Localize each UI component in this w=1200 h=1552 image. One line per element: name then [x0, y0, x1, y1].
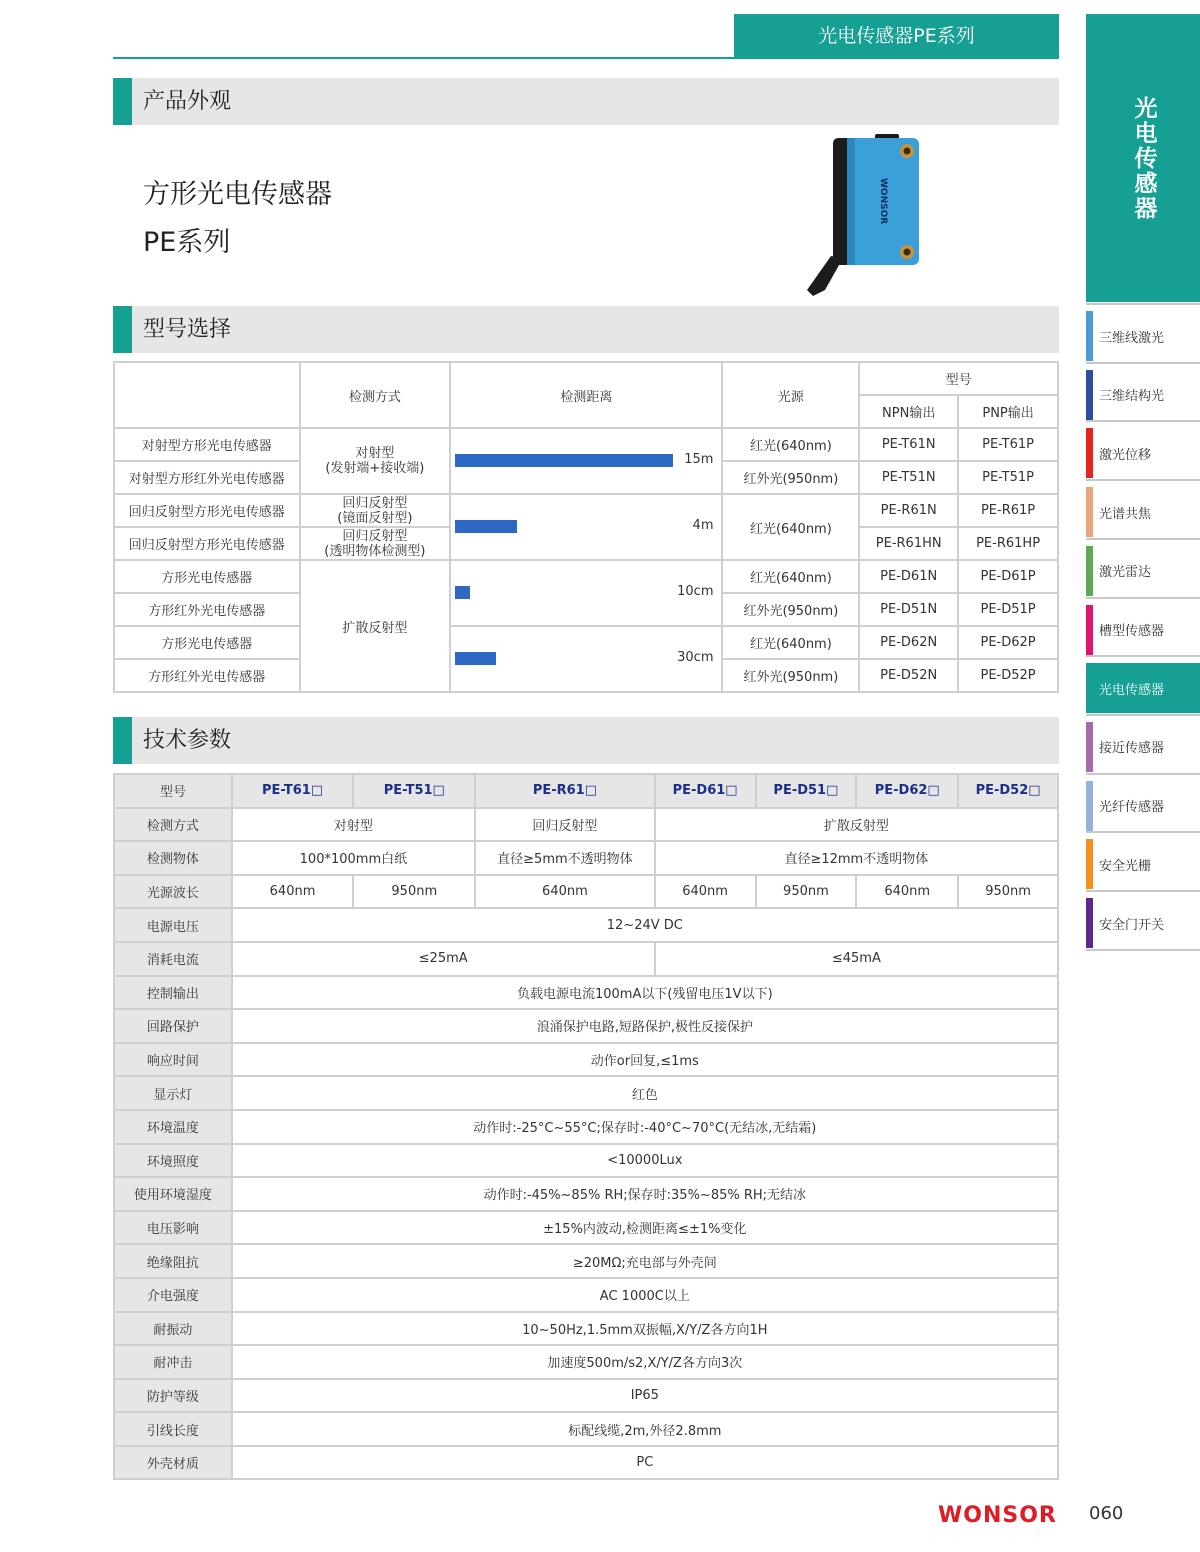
sidebar-item-5[interactable]	[1086, 605, 1200, 655]
sensor-name: 方形光电传感器	[114, 626, 300, 659]
sidebar-color-marker	[1086, 898, 1093, 948]
table-row	[114, 1379, 1058, 1413]
sidebar-color-marker	[1086, 311, 1093, 361]
light-source: 红外光(950nm)	[722, 593, 859, 626]
distance-bar	[455, 454, 673, 467]
distance-bar	[455, 520, 517, 533]
method-cell	[300, 428, 451, 494]
brand-logo: WONSOR	[938, 1503, 1057, 1528]
sensor-name: 方形光电传感器	[114, 560, 300, 593]
spec-value: ≥20MΩ;充电部与外壳间	[232, 1244, 1058, 1278]
section-marker	[113, 717, 132, 764]
spec-value: 对射型	[232, 808, 476, 842]
npn-model: PE-D52N	[859, 659, 958, 692]
npn-model: PE-D51N	[859, 593, 958, 626]
table-row	[114, 875, 1058, 909]
spec-label: 检测方式	[114, 808, 232, 842]
spec-value: ≤45mA	[655, 942, 1058, 976]
spec-label: 耐冲击	[114, 1345, 232, 1379]
distance-cell	[450, 428, 722, 494]
sidebar-divider	[1086, 538, 1200, 540]
sidebar-item-label: 接近传感器	[1099, 741, 1165, 757]
spec-label: 绝缘阻抗	[114, 1244, 232, 1278]
pnp-model: PE-D62P	[958, 626, 1058, 659]
spec-label: 控制输出	[114, 976, 232, 1010]
spec-label: 显示灯	[114, 1076, 232, 1110]
method-cell	[300, 494, 451, 527]
method-line: (镜面反射型)	[337, 510, 413, 526]
light-source: 红光(640nm)	[722, 494, 859, 560]
model-header: PE-T61□	[232, 774, 354, 808]
sidebar-divider	[1086, 362, 1200, 364]
sensor-name: 方形红外光电传感器	[114, 593, 300, 626]
spec-label: 检测物体	[114, 841, 232, 875]
series-banner: 光电传感器PE系列	[734, 14, 1059, 59]
spec-value: AC 1000C以上	[232, 1278, 1058, 1312]
table-row	[114, 626, 1058, 659]
sidebar-item-6[interactable]	[1086, 663, 1200, 713]
sidebar-color-marker	[1086, 605, 1093, 655]
distance-cell	[450, 626, 722, 692]
spec-value: 640nm	[475, 875, 655, 909]
header-distance: 检测距离	[450, 362, 722, 428]
sidebar-item-3[interactable]	[1086, 487, 1200, 537]
model-header: PE-D61□	[655, 774, 756, 808]
spec-value: PC	[232, 1446, 1058, 1480]
sidebar-category-title: 光电传感器	[1086, 14, 1200, 302]
model-header: PE-D51□	[756, 774, 857, 808]
table-row	[114, 1446, 1058, 1480]
npn-model: PE-D61N	[859, 560, 958, 593]
pnp-model: PE-R61P	[958, 494, 1058, 527]
spec-label: 外壳材质	[114, 1446, 232, 1480]
table-row	[114, 774, 1058, 808]
spec-value: 950nm	[756, 875, 857, 909]
tech-spec-table	[113, 773, 1059, 1480]
svg-text:WONSOR: WONSOR	[878, 178, 888, 225]
header-rule	[113, 57, 735, 59]
section-title: 产品外观	[143, 89, 232, 114]
sidebar-item-2[interactable]	[1086, 428, 1200, 478]
spec-label: 环境温度	[114, 1110, 232, 1144]
light-source: 红外光(950nm)	[722, 461, 859, 494]
table-row	[114, 908, 1058, 942]
table-row	[114, 808, 1058, 842]
spec-label: 光源波长	[114, 875, 232, 909]
sidebar-item-label: 槽型传感器	[1099, 624, 1165, 639]
distance-cell	[450, 560, 722, 626]
spec-value: 回归反射型	[475, 808, 655, 842]
spec-label: 使用环境湿度	[114, 1177, 232, 1211]
sensor-name: 方形红外光电传感器	[114, 659, 300, 692]
sidebar-divider	[1086, 303, 1200, 305]
method-cell: 扩散反射型	[300, 560, 451, 692]
product-title: 方形光电传感器	[143, 179, 332, 210]
spec-value: 红色	[232, 1076, 1058, 1110]
sensor-product-image	[803, 130, 928, 300]
sidebar-item-7[interactable]	[1086, 722, 1200, 772]
spec-label: 型号	[114, 774, 232, 808]
sidebar-item-label: 安全门开关	[1099, 917, 1165, 933]
method-line: 回归反射型	[342, 528, 408, 544]
sidebar-item-label: 安全光栅	[1099, 858, 1152, 874]
method-line: (透明物体检测型)	[324, 543, 426, 559]
sidebar-item-4[interactable]	[1086, 546, 1200, 596]
header-method: 检测方式	[300, 362, 451, 428]
npn-model: PE-R61HN	[859, 527, 958, 560]
table-row	[114, 976, 1058, 1010]
sidebar-item-10[interactable]	[1086, 898, 1200, 948]
spec-value: 负载电源电流100mA以下(残留电压1V以下)	[232, 976, 1058, 1010]
table-row	[114, 942, 1058, 976]
model-header: PE-T51□	[353, 774, 475, 808]
spec-label: 防护等级	[114, 1379, 232, 1413]
table-row	[114, 1144, 1058, 1178]
sidebar-divider	[1086, 420, 1200, 422]
spec-value: 950nm	[353, 875, 475, 909]
table-row	[114, 494, 1058, 527]
spec-value: 直径≥5mm不透明物体	[475, 841, 655, 875]
table-row	[114, 1043, 1058, 1077]
sidebar-divider	[1086, 714, 1200, 716]
sidebar-item-1[interactable]	[1086, 370, 1200, 420]
spec-value: 动作时:-45%~85% RH;保存时:35%~85% RH;无结冰	[232, 1177, 1058, 1211]
sidebar-color-marker	[1086, 370, 1093, 420]
method-line: 回归反射型	[342, 495, 408, 511]
table-row	[114, 1244, 1058, 1278]
sidebar-item-label: 三维线激光	[1099, 330, 1165, 346]
sidebar-item-0[interactable]	[1086, 311, 1200, 361]
sidebar-item-label: 三维结构光	[1099, 389, 1165, 405]
light-source: 红光(640nm)	[722, 626, 859, 659]
header-model: 型号	[859, 362, 1058, 395]
spec-value: IP65	[232, 1379, 1058, 1413]
section-header-appearance	[113, 78, 1059, 125]
spec-value: 标配线缆,2m,外径2.8mm	[232, 1412, 1058, 1446]
sidebar-color-marker	[1086, 487, 1093, 537]
model-header: PE-R61□	[475, 774, 655, 808]
distance-label: 15m	[684, 452, 714, 467]
spec-label: 耐振动	[114, 1312, 232, 1346]
spec-value: 动作or回复,≤1ms	[232, 1043, 1058, 1077]
spec-value: <10000Lux	[232, 1144, 1058, 1178]
page-number: 060	[1089, 1503, 1124, 1524]
header-light: 光源	[722, 362, 859, 428]
spec-value: 640nm	[856, 875, 958, 909]
method-cell	[300, 527, 451, 560]
header-npn: NPN输出	[859, 395, 958, 428]
distance-label: 30cm	[677, 650, 714, 665]
pnp-model: PE-D51P	[958, 593, 1058, 626]
table-row	[114, 1312, 1058, 1346]
table-row	[114, 428, 1058, 461]
sidebar-color-marker	[1086, 428, 1093, 478]
sidebar-item-label: 激光位移	[1099, 447, 1152, 463]
pnp-model: PE-D52P	[958, 659, 1058, 692]
distance-bar	[455, 652, 496, 665]
sidebar-item-label: 激光雷达	[1099, 565, 1152, 581]
sensor-name: 回归反射型方形光电传感器	[114, 494, 300, 527]
sensor-name: 回归反射型方形光电传感器	[114, 527, 300, 560]
sidebar-item-label: 光纤传感器	[1099, 800, 1165, 816]
sidebar-color-marker	[1086, 722, 1093, 772]
spec-value: 浪涌保护电路,短路保护,极性反接保护	[232, 1009, 1058, 1043]
spec-label: 电压影响	[114, 1211, 232, 1245]
product-series: PE系列	[143, 227, 231, 258]
sidebar-divider	[1086, 479, 1200, 481]
sidebar-divider	[1086, 831, 1200, 833]
table-row	[114, 841, 1058, 875]
header-blank	[114, 362, 300, 428]
table-row	[114, 1110, 1058, 1144]
sidebar-color-marker	[1086, 546, 1093, 596]
spec-value: ≤25mA	[232, 942, 655, 976]
spec-value: 640nm	[655, 875, 756, 909]
table-row	[114, 1177, 1058, 1211]
table-row	[114, 1345, 1058, 1379]
section-header-selection	[113, 306, 1059, 353]
section-header-specs	[113, 717, 1059, 764]
sidebar-color-marker	[1086, 781, 1093, 831]
model-header: PE-D62□	[856, 774, 958, 808]
model-selection-table	[113, 361, 1059, 693]
method-line: 对射型	[355, 446, 395, 461]
method-line: (发射端+接收端)	[325, 461, 425, 476]
pnp-model: PE-T61P	[958, 428, 1058, 461]
npn-model: PE-T61N	[859, 428, 958, 461]
npn-model: PE-D62N	[859, 626, 958, 659]
spec-value: 扩散反射型	[655, 808, 1058, 842]
spec-value: 100*100mm白纸	[232, 841, 476, 875]
light-source: 红外光(950nm)	[722, 659, 859, 692]
spec-label: 介电强度	[114, 1278, 232, 1312]
distance-cell	[450, 494, 722, 560]
spec-label: 回路保护	[114, 1009, 232, 1043]
light-source: 红光(640nm)	[722, 560, 859, 593]
sidebar-item-9[interactable]	[1086, 839, 1200, 889]
spec-value: 640nm	[232, 875, 354, 909]
table-row	[114, 560, 1058, 593]
table-row	[114, 1076, 1058, 1110]
sidebar-divider	[1086, 655, 1200, 657]
spec-value: 加速度500m/s2,X/Y/Z各方向3次	[232, 1345, 1058, 1379]
model-header: PE-D52□	[958, 774, 1058, 808]
sidebar-divider	[1086, 597, 1200, 599]
table-row	[114, 1211, 1058, 1245]
sidebar-item-8[interactable]	[1086, 781, 1200, 831]
pnp-model: PE-T51P	[958, 461, 1058, 494]
sidebar-divider	[1086, 890, 1200, 892]
sidebar-item-label: 光电传感器	[1099, 682, 1165, 698]
distance-label: 10cm	[677, 584, 714, 599]
sidebar-color-marker	[1086, 839, 1093, 889]
spec-value: 12~24V DC	[232, 908, 1058, 942]
pnp-model: PE-R61HP	[958, 527, 1058, 560]
section-title: 型号选择	[143, 317, 232, 342]
npn-model: PE-T51N	[859, 461, 958, 494]
sensor-name: 对射型方形红外光电传感器	[114, 461, 300, 494]
spec-value: 950nm	[958, 875, 1058, 909]
spec-label: 响应时间	[114, 1043, 232, 1077]
spec-label: 环境照度	[114, 1144, 232, 1178]
spec-value: 10~50Hz,1.5mm双振幅,X/Y/Z各方向1H	[232, 1312, 1058, 1346]
npn-model: PE-R61N	[859, 494, 958, 527]
sidebar-item-label: 光谱共焦	[1099, 506, 1152, 522]
table-row	[114, 1412, 1058, 1446]
table-row	[114, 1278, 1058, 1312]
sidebar-divider	[1086, 773, 1200, 775]
spec-label: 消耗电流	[114, 942, 232, 976]
section-marker	[113, 306, 132, 353]
spec-value: 直径≥12mm不透明物体	[655, 841, 1058, 875]
table-row	[114, 1009, 1058, 1043]
spec-label: 引线长度	[114, 1412, 232, 1446]
section-title: 技术参数	[143, 728, 232, 753]
spec-value: 动作时:-25°C~55°C;保存时:-40°C~70°C(无结冰,无结霜)	[232, 1110, 1058, 1144]
sidebar-divider	[1086, 949, 1200, 951]
section-marker	[113, 78, 132, 125]
spec-value: ±15%内波动,检测距离≤±1%变化	[232, 1211, 1058, 1245]
distance-bar	[455, 586, 470, 599]
distance-label: 4m	[692, 518, 714, 533]
light-source: 红光(640nm)	[722, 428, 859, 461]
header-pnp: PNP输出	[958, 395, 1058, 428]
spec-label: 电源电压	[114, 908, 232, 942]
pnp-model: PE-D61P	[958, 560, 1058, 593]
sensor-name: 对射型方形光电传感器	[114, 428, 300, 461]
